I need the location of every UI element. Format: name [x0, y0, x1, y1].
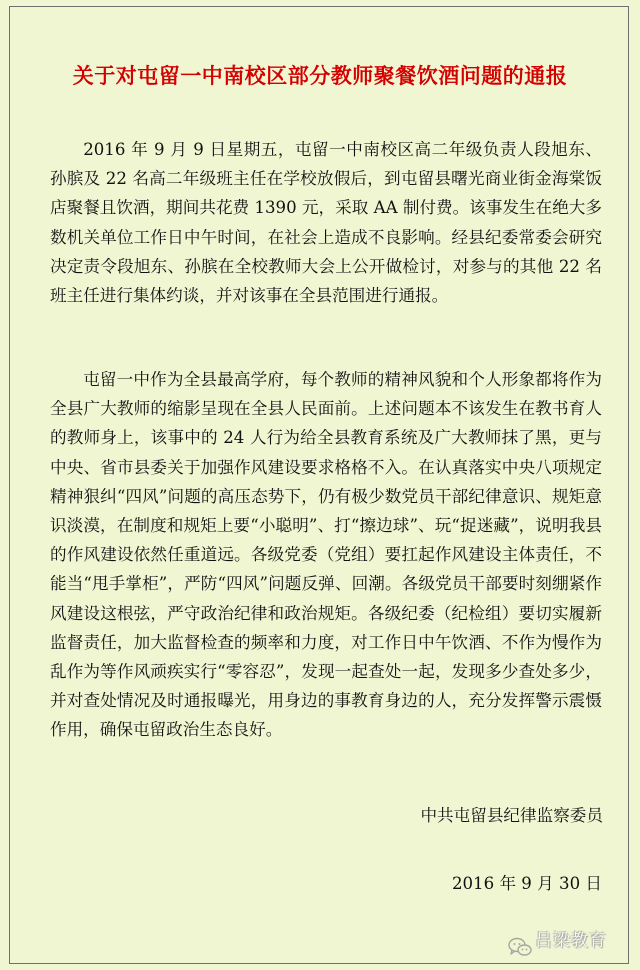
watermark	[508, 920, 634, 964]
watermark-text: 吕梁教育	[535, 931, 607, 951]
notice-paragraph-1: 2016 年 9 月 9 日星期五，屯留一中南校区高二年级负责人段旭东、孙膑及 22 名高二年级班主任在学校放假后，到屯留县曙光商业街金海棠饭店聚餐且饮酒，期间共花费 1390 元，采取 AA 制付费。该事发生在绝大多数机关单位工作日中午时间，在社会上造成不良影响。经县纪委常委会研究决定责令段旭东、孙膑在全校教师大会上公开做检讨，对参与的其他 22 名班主任进行集体约谈，并对该事在全县范围进行通报。	[50, 140, 602, 306]
notice-title: 关于对屯留一中南校区部分教师聚餐饮酒问题的通报	[72, 63, 568, 88]
issue-date: 2016 年 9 月 30 日	[451, 874, 602, 893]
notice-paragraph-2: 屯留一中作为全县最高学府，每个教师的精神风貌和个人形象都将作为全县广大教师的缩影呈现在全县人民面前。上述问题本不该发生在教书育人的教师身上，该事中的 24 人行为给全县教育系统及广大教师抹了黑，更与中央、省市县委关于加强作风建设要求格格不入。在认真落实中央八项规定精神狠纠“四风”问题的高压态势下，仍有极少数党员干部纪律意识、规矩意识淡漠，在制度和规矩上要“小聪明”、打“擦边球”、玩“捉迷藏”，说明我县的作风建设依然任重道远。各级党委（党组）要扛起作风建设主体责任，不能当“甩手掌柜”，严防“四风”问题反弹、回潮。各级党员干部要时刻绷紧作风建设这根弦，严守政治纪律和政治规矩。各级纪委（纪检组）要切实履新监督责任，加大监督检查的频率和力度，对工作日中午饮酒、不作为慢作为乱作为等作风顽疾实行“零容忍”，发现一起查处一起，发现多少查处多少，并对查处情况及时通报曝光，用身边的事教育身边的人，充分发挥警示震慑作用，确保屯留政治生态良好。	[50, 370, 602, 740]
issuer-signature: 中共屯留县纪律监察委员	[420, 806, 603, 825]
wechat-icon	[508, 936, 532, 958]
